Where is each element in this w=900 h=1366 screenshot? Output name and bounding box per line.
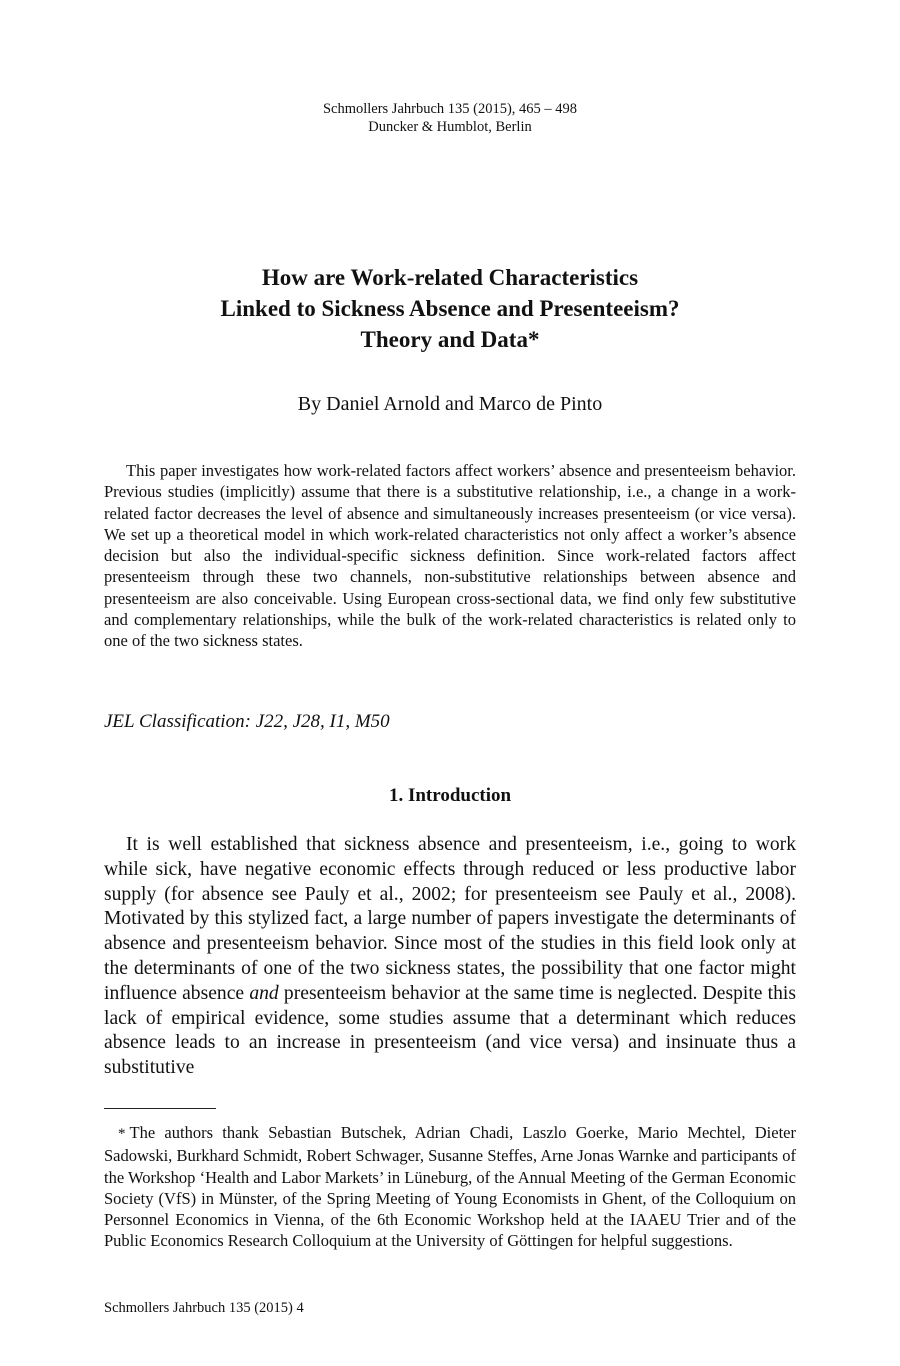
section-heading: 1. Introduction	[388, 785, 512, 806]
abstract: This paper investigates how work-related factors affect workers’ absence and presenteeism behavior. Previous studies (implicitly) assume that there is a substitutive relationship, i.e., a change in a work-related factor decreases the level of absence and simultaneously increases presenteeism (or vice versa). We set up a theoretical model in which work-related characteristics not only affect a worker’s absence decision but also the individual-specific sickness definition. Since work-related factors affect presenteeism through these two channels, non-substitutive relationships between absence and presenteeism are also conceivable. Using European cross-sectional data, we find only few substitutive and complementary relationships, while the bulk of the work-related characteristics is related only to one of the two sickness states.	[104, 461, 796, 651]
footnote	[104, 1122, 796, 1252]
author-byline: By Daniel Arnold and Marco de Pinto	[297, 393, 603, 415]
journal-citation: Schmollers Jahrbuch 135 (2015), 465 – 498	[322, 101, 578, 117]
article-title	[104, 262, 796, 355]
footnote-divider	[104, 1108, 216, 1109]
footnote-marker: *	[118, 1126, 126, 1142]
emphasized-word: and	[249, 982, 279, 1004]
footnote-text: The authors thank Sebastian Butschek, Adrian Chadi, Laszlo Goerke, Mario Mechtel, Dieter Sadowski, Burkhard Schmidt, Robert Schwager, Susanne Steffes, Arne Jonas Warnke and participants of the Workshop ‘Health and Labor Markets’ in Lüneburg, of the Annual Meeting of the German Economic Society (VfS) in Münster, of the Spring Meeting of Young Economists in Ghent, of the Colloquium on Personnel Economics in Vienna, of the 6th Economic Workshop held at the IAAEU Trier and of the Public Economics Research Colloquium at the University of Göttingen for helpful suggestions.	[104, 1123, 796, 1251]
title-line: Theory and Data*	[360, 327, 540, 352]
running-header	[104, 100, 796, 136]
introduction-paragraph	[104, 833, 796, 1081]
paragraph-text: presenteeism behavior at the same time is neglected. Despite this lack of empirical evidence, some studies assume that a determinant which reduces absence leads to an increase in presenteeism (and vice versa) and insinuate thus a substitutive	[104, 982, 796, 1079]
publisher-line: Duncker & Humblot, Berlin	[368, 119, 532, 135]
running-footer: Schmollers Jahrbuch 135 (2015) 4	[104, 1300, 304, 1316]
title-line: How are Work-related Characteristics	[261, 265, 639, 290]
title-line: Linked to Sickness Absence and Presenteeism?	[220, 296, 680, 321]
jel-classification: JEL Classification: J22, J28, I1, M50	[104, 711, 390, 732]
paragraph-text: It is well established that sickness absence and presenteeism, i.e., going to work while sick, have negative economic effects through reduced or less productive labor supply (for absence see Pauly et al., 2002; for presenteeism see Pauly et al., 2008). Motivated by this stylized fact, a large number of papers investigate the determinants of absence and presenteeism behavior. Since most of the studies in this field look only at the determinants of one of the two sickness states, the possibility that one factor might influence absence	[104, 834, 796, 1004]
paper-page	[104, 0, 796, 1366]
